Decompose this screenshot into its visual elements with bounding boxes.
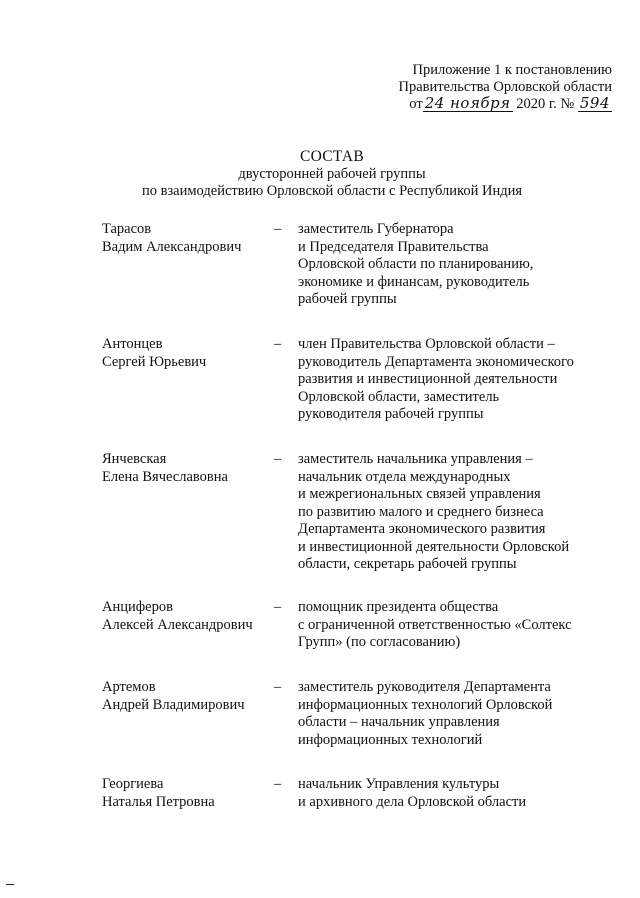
member-surname: Георгиева <box>102 776 164 792</box>
member-name <box>102 221 272 256</box>
member-name <box>102 776 272 811</box>
document-heading <box>0 148 640 201</box>
member-dash: – <box>274 221 282 237</box>
member-dash: – <box>274 451 282 467</box>
member-given-name: Елена Вячеславовна <box>102 468 228 485</box>
member-dash: – <box>274 679 282 695</box>
document-title: СОСТАВ <box>299 148 365 165</box>
member-dash: – <box>274 599 282 615</box>
member-surname: Тарасов <box>102 221 152 237</box>
member-surname: Артемов <box>102 679 156 695</box>
member-name <box>102 679 272 714</box>
member-dash: – <box>274 776 282 792</box>
member-given-name: Вадим Александрович <box>102 238 242 255</box>
member-given-name: Андрей Владимирович <box>102 696 245 713</box>
member-given-name: Наталья Петровна <box>102 793 215 810</box>
heading-line-3: по взаимодействию Орловской области с Республикой Индия <box>141 183 523 199</box>
member-surname: Антонцев <box>102 336 163 352</box>
handwritten-number: 594 <box>579 94 610 112</box>
member-role: заместитель руководителя Департамента информационных технологий Орловской области – начальник управления информационных технологий <box>298 679 553 748</box>
appendix-year: 2020 г. № <box>516 96 575 112</box>
member-role: начальник Управления культуры и архивного дела Орловской области <box>298 776 527 810</box>
member-name <box>102 599 272 634</box>
member-role: помощник президента общества с ограниченной ответственностью «Солтекс Групп» (по согласованию) <box>298 599 572 650</box>
scan-edge-mark <box>6 884 14 885</box>
member-role: член Правительства Орловской области – руководитель Департамента экономического развития и инвестиционной деятельности Орловской области, заместитель руководителя рабочей группы <box>298 336 574 422</box>
member-given-name: Алексей Александрович <box>102 616 253 633</box>
appendix-line-1: Приложение 1 к постановлению <box>412 62 612 78</box>
member-surname: Анциферов <box>102 599 173 615</box>
heading-line-2: двусторонней рабочей группы <box>238 165 426 182</box>
handwritten-date: 24 ноября <box>424 94 511 112</box>
member-name <box>102 451 272 486</box>
appendix-block <box>372 62 612 113</box>
appendix-date-line <box>372 96 612 113</box>
member-dash: – <box>274 336 282 352</box>
member-role: заместитель Губернатора и Председателя Правительства Орловской области по планированию, экономике и финансам, руководитель рабочей группы <box>298 221 534 307</box>
member-given-name: Сергей Юрьевич <box>102 353 207 370</box>
appendix-prefix: от <box>409 96 423 112</box>
appendix-line-2: Правительства Орловской области <box>398 79 612 95</box>
member-surname: Янчевская <box>102 451 167 467</box>
member-role: заместитель начальника управления – начальник отдела международных и межрегиональных связей управления по развитию малого и среднего бизнеса Департамента экономического развития и инвестиционной деятельности Орловской области, секретарь рабочей группы <box>298 451 570 572</box>
member-name <box>102 336 272 371</box>
